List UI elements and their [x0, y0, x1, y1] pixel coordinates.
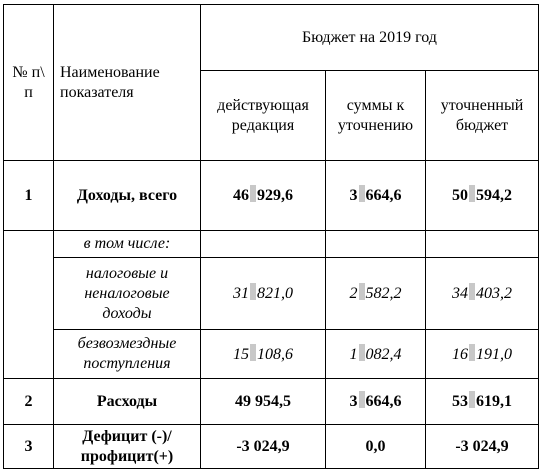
header-updated [426, 71, 539, 161]
header-budget-title [201, 5, 539, 71]
header-current-text: действующая редакция [217, 96, 309, 134]
expenses-no: 2 [4, 379, 54, 425]
deficit-name: Дефицит (-)/ профицит(+) [54, 425, 201, 469]
deficit-amend: 0,0 [326, 425, 426, 469]
grants-name: безвозмездные поступления [54, 330, 201, 379]
row-tax [4, 258, 539, 330]
header-name [54, 5, 201, 161]
row-including [4, 231, 539, 258]
tax-name: налоговые и неналоговые доходы [54, 258, 201, 330]
expenses-updated: 53 619,1 [426, 379, 539, 425]
including-name: в том числе: [54, 231, 201, 258]
grants-no [4, 330, 54, 379]
tax-amend: 2 582,2 [326, 258, 426, 330]
income-name: Доходы, всего [54, 161, 201, 231]
header-row-1 [4, 5, 539, 71]
including-current [201, 231, 326, 258]
deficit-current: -3 024,9 [201, 425, 326, 469]
row-grants [4, 330, 539, 379]
header-amend-text: суммы к уточнению [337, 96, 414, 134]
header-name-text: Наименование показателя [60, 63, 160, 101]
expenses-amend: 3 664,6 [326, 379, 426, 425]
row-deficit [4, 425, 539, 469]
deficit-no: 3 [4, 425, 54, 469]
income-updated: 50 594,2 [426, 161, 539, 231]
including-no [4, 231, 54, 258]
grants-amend: 1 082,4 [326, 330, 426, 379]
tax-no [4, 258, 54, 330]
row-expenses [4, 379, 539, 425]
income-current: 46 929,6 [201, 161, 326, 231]
header-current [201, 71, 326, 161]
budget-table [3, 4, 539, 469]
including-amend [326, 231, 426, 258]
tax-updated: 34 403,2 [426, 258, 539, 330]
header-updated-text: уточненный бюджет [440, 96, 524, 134]
grants-current: 15 108,6 [201, 330, 326, 379]
income-no: 1 [4, 161, 54, 231]
header-no-text: № п\ п [12, 63, 45, 101]
grants-updated: 16 191,0 [426, 330, 539, 379]
row-income [4, 161, 539, 231]
including-updated [426, 231, 539, 258]
expenses-current: 49 954,5 [201, 379, 326, 425]
tax-current: 31 821,0 [201, 258, 326, 330]
budget-title-text: Бюджет на 2019 год [302, 28, 437, 46]
expenses-name: Расходы [54, 379, 201, 425]
header-no [4, 5, 54, 161]
income-amend: 3 664,6 [326, 161, 426, 231]
deficit-updated: -3 024,9 [426, 425, 539, 469]
header-amend [326, 71, 426, 161]
